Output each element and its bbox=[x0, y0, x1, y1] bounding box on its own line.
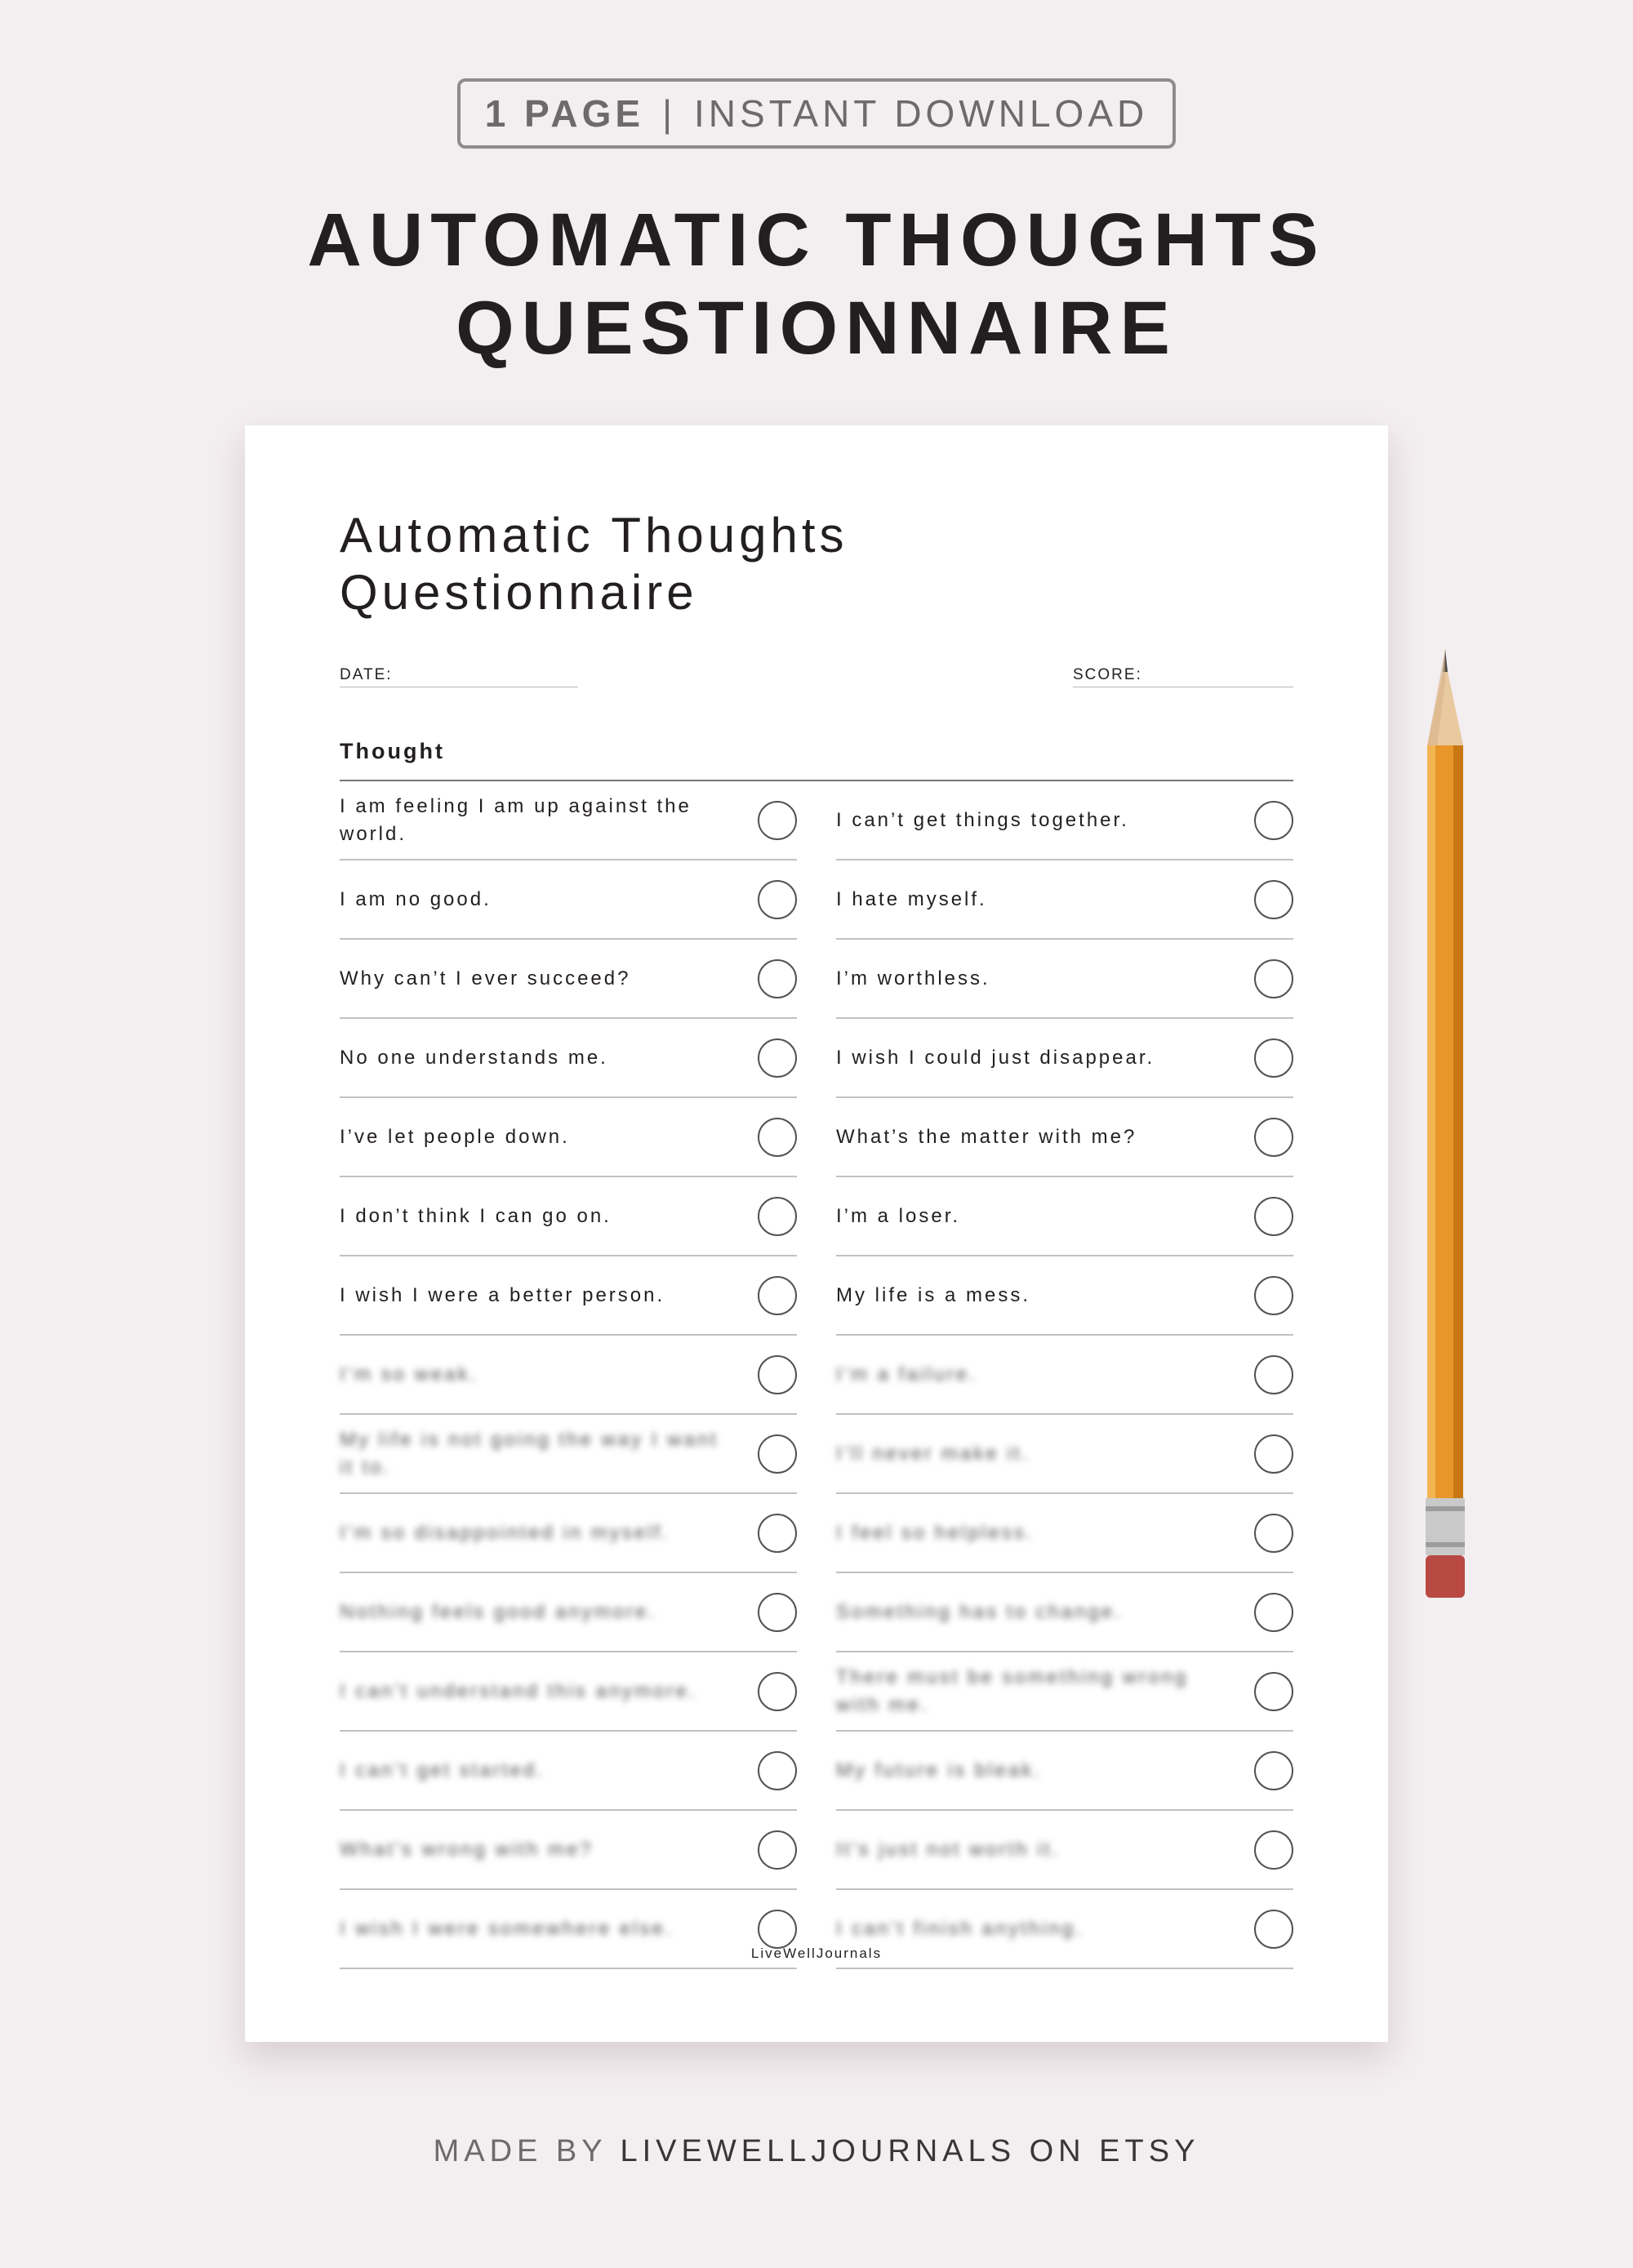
thought-row bbox=[340, 861, 797, 940]
thought-text: I can’t understand this anymore. bbox=[340, 1679, 697, 1702]
thought-row bbox=[340, 1732, 797, 1811]
thought-row bbox=[836, 1177, 1293, 1256]
thought-row bbox=[836, 781, 1293, 861]
made-by-brand: LIVEWELLJOURNALS ON ETSY bbox=[620, 2134, 1200, 2168]
badge-label: INSTANT DOWNLOAD bbox=[694, 92, 1149, 135]
rating-circle[interactable] bbox=[758, 1514, 797, 1553]
thought-text: It’s just not worth it. bbox=[836, 1838, 1060, 1861]
thought-text: I hate myself. bbox=[836, 887, 987, 910]
worksheet-footer-brand: LiveWellJournals bbox=[750, 1946, 883, 1961]
thought-row bbox=[836, 1415, 1293, 1494]
thought-row bbox=[836, 1494, 1293, 1573]
thought-row bbox=[340, 940, 797, 1019]
instant-download-badge bbox=[457, 78, 1176, 149]
rating-circle[interactable] bbox=[1254, 1593, 1293, 1632]
rating-circle[interactable] bbox=[1254, 1751, 1293, 1790]
thought-text: There must be something wrong with me. bbox=[836, 1665, 1189, 1716]
rating-circle[interactable] bbox=[758, 880, 797, 919]
rating-circle[interactable] bbox=[758, 1593, 797, 1632]
date-label: DATE: bbox=[340, 666, 393, 683]
rating-circle[interactable] bbox=[1254, 880, 1293, 919]
thought-text: I’ve let people down. bbox=[340, 1125, 570, 1148]
rating-circle[interactable] bbox=[758, 1355, 797, 1394]
thought-text: I am feeling I am up against the world. bbox=[340, 794, 692, 845]
thought-row bbox=[340, 1256, 797, 1336]
thought-row bbox=[340, 1019, 797, 1098]
worksheet-page bbox=[245, 425, 1388, 2042]
thought-text: Something has to change. bbox=[836, 1600, 1123, 1623]
rating-circle[interactable] bbox=[1254, 1355, 1293, 1394]
rating-circle[interactable] bbox=[758, 1830, 797, 1870]
thought-text: I can’t get started. bbox=[340, 1759, 545, 1781]
thought-row bbox=[836, 1811, 1293, 1890]
thought-text: Nothing feels good anymore. bbox=[340, 1600, 656, 1623]
badge-separator: | bbox=[662, 92, 677, 135]
score-label: SCORE: bbox=[1073, 666, 1142, 683]
rating-circle[interactable] bbox=[1254, 801, 1293, 840]
thought-text: I feel so helpless. bbox=[836, 1521, 1035, 1544]
worksheet-title-line1: Automatic Thoughts bbox=[340, 508, 848, 563]
thought-row bbox=[340, 781, 797, 861]
hero-title bbox=[0, 196, 1633, 372]
thought-text: My life is not going the way I want it to. bbox=[340, 1428, 719, 1479]
thought-row bbox=[340, 1177, 797, 1256]
thought-row bbox=[836, 1098, 1293, 1177]
worksheet-title-line2: Questionnaire bbox=[340, 565, 698, 620]
thought-text: Why can’t I ever succeed? bbox=[340, 967, 631, 989]
rating-circle[interactable] bbox=[758, 1118, 797, 1157]
thought-row bbox=[836, 1652, 1293, 1732]
thought-text: I can’t get things together. bbox=[836, 808, 1129, 831]
thought-text: I am no good. bbox=[340, 887, 492, 910]
rating-circle[interactable] bbox=[1254, 1038, 1293, 1078]
thought-text: I’m a failure. bbox=[836, 1363, 977, 1385]
thought-list-right bbox=[836, 781, 1293, 1969]
thought-row bbox=[836, 1573, 1293, 1652]
rating-circle[interactable] bbox=[758, 1276, 797, 1315]
rating-circle[interactable] bbox=[1254, 1276, 1293, 1315]
rating-circle[interactable] bbox=[758, 1751, 797, 1790]
thought-text: I’m worthless. bbox=[836, 967, 990, 989]
rating-circle[interactable] bbox=[758, 1038, 797, 1078]
thought-row bbox=[340, 1652, 797, 1732]
rating-circle[interactable] bbox=[758, 959, 797, 998]
rating-circle[interactable] bbox=[1254, 1830, 1293, 1870]
rating-circle[interactable] bbox=[1254, 1197, 1293, 1236]
rating-circle[interactable] bbox=[758, 1434, 797, 1474]
thought-row bbox=[340, 1336, 797, 1415]
pencil-image bbox=[1421, 649, 1470, 1600]
made-by-prefix: MADE BY bbox=[433, 2134, 607, 2168]
thought-row bbox=[340, 1415, 797, 1494]
worksheet-title bbox=[340, 507, 848, 621]
thought-text: I’m a loser. bbox=[836, 1204, 961, 1227]
thought-text: I’ll never make it. bbox=[836, 1442, 1030, 1465]
thought-text: What’s wrong with me? bbox=[340, 1838, 594, 1861]
thought-column-header: Thought bbox=[340, 739, 445, 763]
rating-circle[interactable] bbox=[758, 1672, 797, 1711]
thought-row bbox=[836, 1019, 1293, 1098]
rating-circle[interactable] bbox=[1254, 1434, 1293, 1474]
rating-circle[interactable] bbox=[1254, 1514, 1293, 1553]
thought-text: I wish I were a better person. bbox=[340, 1283, 665, 1306]
thought-row bbox=[836, 1732, 1293, 1811]
thought-row bbox=[340, 1573, 797, 1652]
rating-circle[interactable] bbox=[1254, 1672, 1293, 1711]
rating-circle[interactable] bbox=[1254, 1910, 1293, 1949]
thought-row bbox=[836, 861, 1293, 940]
rating-circle[interactable] bbox=[1254, 959, 1293, 998]
thought-text: No one understands me. bbox=[340, 1046, 608, 1069]
thought-row bbox=[836, 940, 1293, 1019]
thought-text: I’m so disappointed in myself. bbox=[340, 1521, 670, 1544]
rating-circle[interactable] bbox=[758, 1910, 797, 1949]
hero-title-line1: AUTOMATIC THOUGHTS bbox=[307, 198, 1326, 282]
thought-text: I wish I were somewhere else. bbox=[340, 1917, 674, 1940]
thought-text: I’m so weak. bbox=[340, 1363, 478, 1385]
thought-row bbox=[340, 1098, 797, 1177]
thought-text: I don’t think I can go on. bbox=[340, 1204, 612, 1227]
thought-list-left bbox=[340, 781, 797, 1969]
thought-text: My life is a mess. bbox=[836, 1283, 1031, 1306]
thought-text: I wish I could just disappear. bbox=[836, 1046, 1155, 1069]
thought-row bbox=[340, 1811, 797, 1890]
thought-text: I can’t finish anything. bbox=[836, 1917, 1083, 1940]
thought-text: My future is bleak. bbox=[836, 1759, 1042, 1781]
rating-circle[interactable] bbox=[758, 801, 797, 840]
badge-pages: 1 PAGE bbox=[484, 92, 645, 135]
hero-title-line2: QUESTIONNAIRE bbox=[456, 287, 1177, 370]
thought-row bbox=[836, 1256, 1293, 1336]
rating-circle[interactable] bbox=[1254, 1118, 1293, 1157]
thought-row bbox=[340, 1494, 797, 1573]
thought-row bbox=[836, 1336, 1293, 1415]
thought-text: What’s the matter with me? bbox=[836, 1125, 1137, 1148]
made-by-credit bbox=[0, 2134, 1633, 2169]
rating-circle[interactable] bbox=[758, 1197, 797, 1236]
